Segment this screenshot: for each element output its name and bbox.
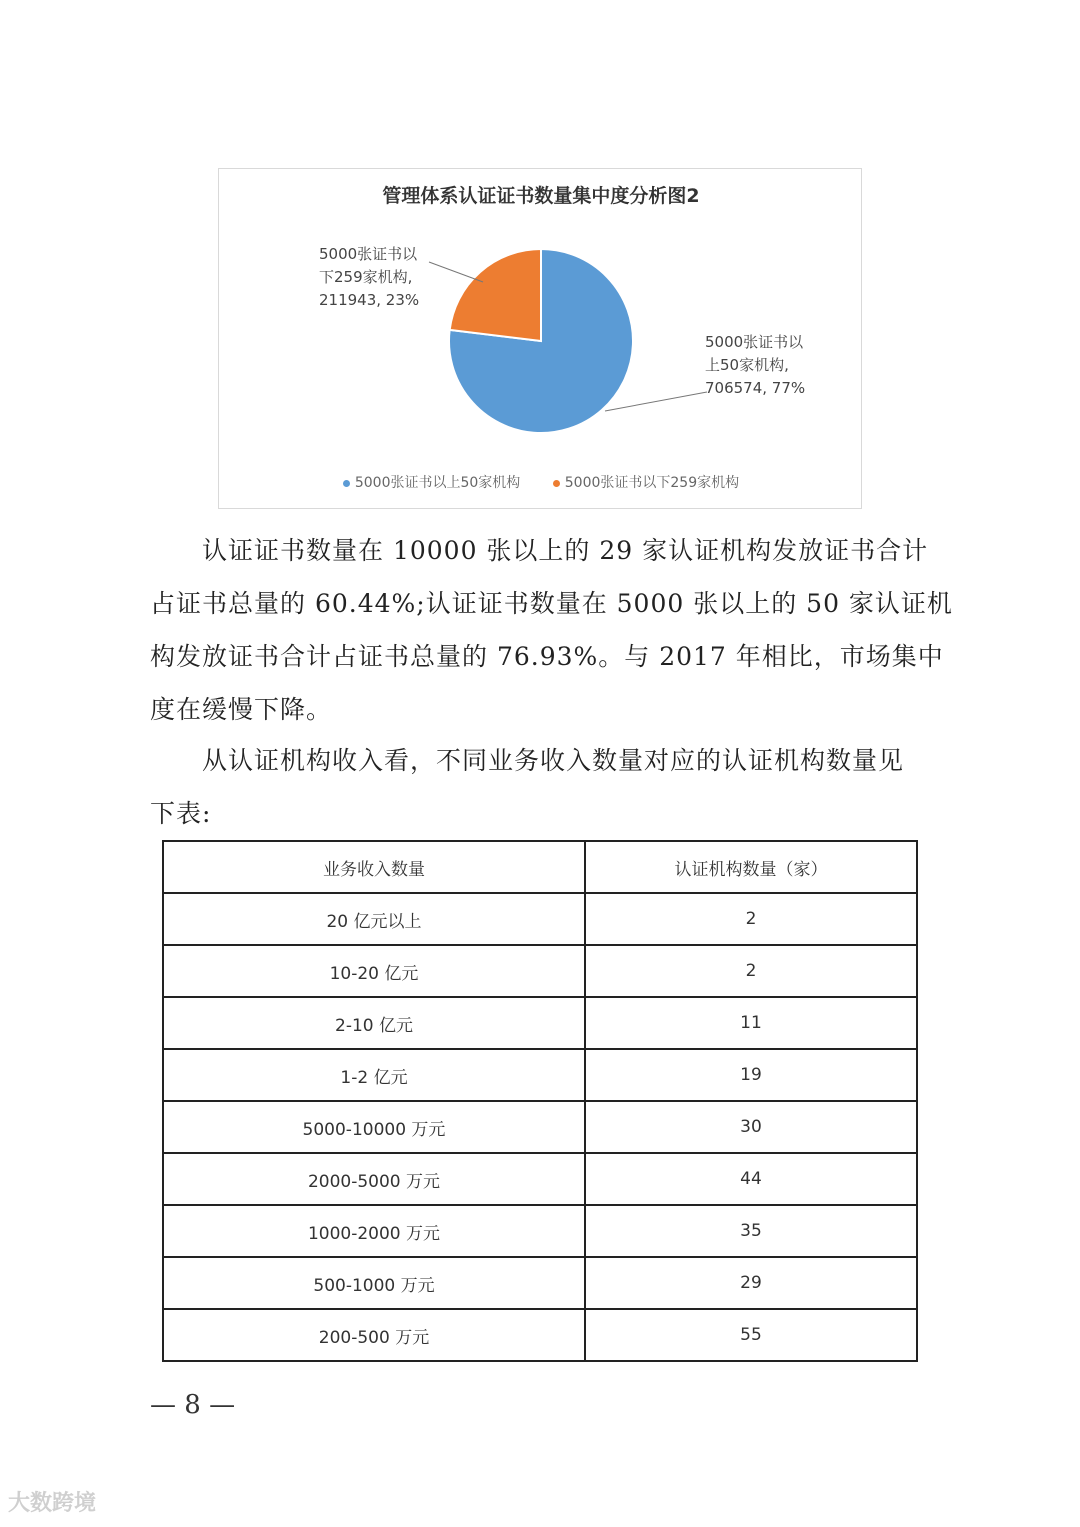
- table-row: [163, 1205, 917, 1257]
- legend-item-above-5000: 5000张证书以上50家机构: [343, 472, 520, 492]
- paragraph-revenue-intro: 从认证机构收入看，不同业务收入数量对应的认证机构数量见 下表:: [150, 746, 905, 828]
- table-header-cell: 认证机构数量（家）: [585, 841, 917, 893]
- revenue-range-cell: 200-500 万元: [163, 1309, 585, 1361]
- table-header-row: [163, 841, 917, 893]
- revenue-range-cell: 1000-2000 万元: [163, 1205, 585, 1257]
- institution-count-cell: 44: [585, 1153, 917, 1205]
- legend-item-below-5000: 5000张证书以下259家机构: [553, 472, 739, 492]
- table-row: [163, 1049, 917, 1101]
- institution-count-cell: 2: [585, 945, 917, 997]
- table-header-cell: 业务收入数量: [163, 841, 585, 893]
- page-number: — 8 —: [150, 1390, 236, 1420]
- table-row: [163, 1309, 917, 1361]
- leader-line-below-5000: [429, 262, 483, 282]
- table-body: [163, 893, 917, 1361]
- table-row: [163, 997, 917, 1049]
- institution-count-cell: 19: [585, 1049, 917, 1101]
- revenue-table: [162, 840, 918, 1362]
- pie-slice-below-5000: [450, 249, 541, 341]
- pie-label-below-5000: 5000张证书以 下259家机构, 211943, 23%: [319, 245, 420, 309]
- table-row: [163, 945, 917, 997]
- institution-count-cell: 55: [585, 1309, 917, 1361]
- revenue-range-cell: 2-10 亿元: [163, 997, 585, 1049]
- revenue-range-cell: 20 亿元以上: [163, 893, 585, 945]
- institution-count-cell: 2: [585, 893, 917, 945]
- revenue-range-cell: 10-20 亿元: [163, 945, 585, 997]
- table-row: [163, 1101, 917, 1153]
- table-row: [163, 893, 917, 945]
- institution-count-cell: 35: [585, 1205, 917, 1257]
- pie-label-above-5000: 5000张证书以 上50家机构, 706574, 77%: [705, 333, 806, 397]
- revenue-range-cell: 500-1000 万元: [163, 1257, 585, 1309]
- revenue-range-cell: 5000-10000 万元: [163, 1101, 585, 1153]
- legend-dot-icon: [343, 480, 350, 487]
- institution-count-cell: 29: [585, 1257, 917, 1309]
- institution-count-cell: 11: [585, 997, 917, 1049]
- institution-count-cell: 30: [585, 1101, 917, 1153]
- paragraph-concentration: 认证证书数量在 10000 张以上的 29 家认证机构发放证书合计 占证书总量的 60.44%;认证证书数量在 5000 张以上的 50 家认证机 构发放证书合计占证书总量的 76.93%。与 2017 年相比，市场集中 度在缓慢下降。: [150, 536, 953, 724]
- leader-line-above-5000: [605, 392, 707, 411]
- chart-legend: [219, 472, 863, 492]
- revenue-range-cell: 1-2 亿元: [163, 1049, 585, 1101]
- chart-title: 管理体系认证证书数量集中度分析图2: [382, 185, 700, 207]
- table-row: [163, 1153, 917, 1205]
- pie-chart: [218, 168, 862, 509]
- revenue-range-cell: 2000-5000 万元: [163, 1153, 585, 1205]
- table-row: [163, 1257, 917, 1309]
- legend-dot-icon: [553, 480, 560, 487]
- watermark-logo: 大数跨境: [8, 1491, 97, 1516]
